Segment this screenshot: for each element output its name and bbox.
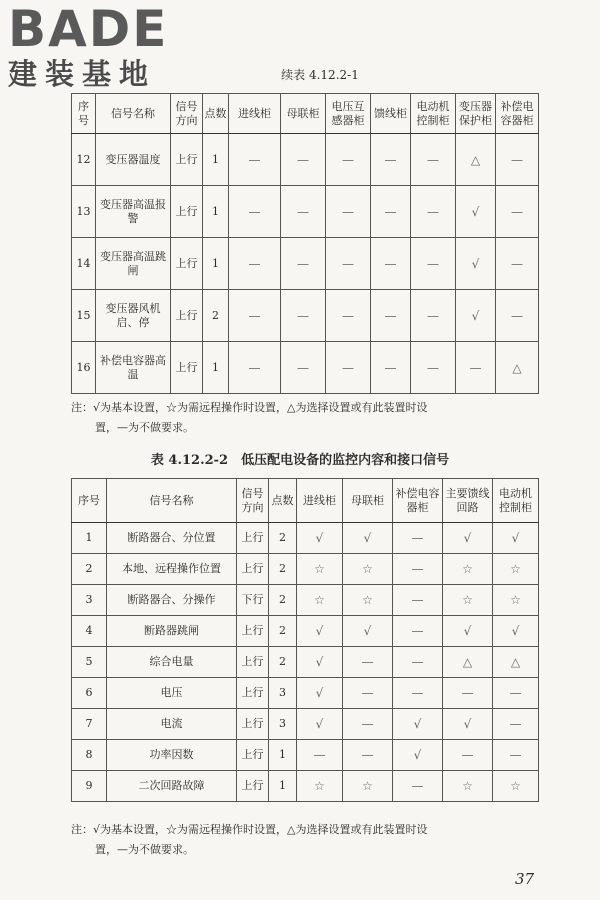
table-cell: — — [326, 186, 371, 238]
table-cell: ☆ — [493, 771, 539, 802]
column-header: 进线柜 — [229, 94, 281, 134]
table-cell: 上行 — [237, 616, 269, 647]
table-row — [72, 342, 539, 394]
table-cell: 断路器合、分操作 — [107, 585, 237, 616]
page-number: 37 — [515, 870, 535, 888]
table-cell: 电压 — [107, 678, 237, 709]
table-cell: 上行 — [237, 709, 269, 740]
table-cell: 上行 — [171, 134, 203, 186]
table2-header-row — [72, 479, 539, 523]
table-cell: 2 — [269, 616, 297, 647]
table-cell: 变压器风机启、停 — [96, 290, 171, 342]
table-cell: 9 — [72, 771, 107, 802]
table-cell: √ — [343, 616, 393, 647]
logo-wordmark: BADE — [8, 0, 169, 58]
column-header: 序号 — [72, 94, 96, 134]
table2-caption: 表 4.12.2-2 低压配电设备的监控内容和接口信号 — [150, 453, 450, 468]
table-cell: ☆ — [443, 554, 493, 585]
table-cell: — — [281, 186, 326, 238]
table-cell: √ — [493, 523, 539, 554]
table-cell: △ — [493, 647, 539, 678]
table-cell: 14 — [72, 238, 96, 290]
table-row — [72, 771, 539, 802]
column-header: 补偿电容器柜 — [496, 94, 539, 134]
table-cell: ☆ — [443, 771, 493, 802]
note-line: 置，—为不做要求。 — [95, 421, 194, 434]
table-cell: — — [343, 647, 393, 678]
table-cell: — — [393, 647, 443, 678]
table-cell: 上行 — [237, 740, 269, 771]
table-cell: — — [326, 238, 371, 290]
column-header: 电动机控制柜 — [493, 479, 539, 523]
table2-body — [72, 523, 539, 802]
table-cell: √ — [393, 709, 443, 740]
table-cell: 3 — [269, 678, 297, 709]
table-cell: 电流 — [107, 709, 237, 740]
table-cell: — — [496, 238, 539, 290]
table-cell: — — [281, 290, 326, 342]
table-cell: — — [281, 134, 326, 186]
column-header: 母联柜 — [281, 94, 326, 134]
table-cell: — — [493, 678, 539, 709]
table-row — [72, 709, 539, 740]
table-cell: ☆ — [297, 771, 343, 802]
table-cell: 二次回路故障 — [107, 771, 237, 802]
table-cell: △ — [443, 647, 493, 678]
logo-subtitle: 建装基地 — [8, 57, 157, 91]
table1-header-row — [72, 94, 539, 134]
table-row — [72, 554, 539, 585]
table-cell: 2 — [269, 585, 297, 616]
table-cell: 7 — [72, 709, 107, 740]
table-cell: 12 — [72, 134, 96, 186]
column-header: 主要馈线回路 — [443, 479, 493, 523]
table-cell: 上行 — [237, 523, 269, 554]
table-cell: 8 — [72, 740, 107, 771]
table-cell: ☆ — [343, 554, 393, 585]
table-cell: — — [411, 238, 456, 290]
column-header: 补偿电容器柜 — [393, 479, 443, 523]
table-cell: — — [371, 186, 411, 238]
table-row — [72, 740, 539, 771]
table-cell: 上行 — [237, 771, 269, 802]
table-cell: ☆ — [493, 554, 539, 585]
table-cell: 上行 — [171, 342, 203, 394]
table-cell: △ — [456, 134, 496, 186]
table-cell: — — [443, 678, 493, 709]
column-header: 信号方向 — [237, 479, 269, 523]
table1-body — [72, 134, 539, 394]
table-cell: 3 — [269, 709, 297, 740]
table-row — [72, 678, 539, 709]
table-cell: 1 — [203, 238, 229, 290]
table-cell: — — [343, 678, 393, 709]
table2 — [71, 478, 539, 802]
table-cell: — — [326, 290, 371, 342]
table-cell: — — [393, 678, 443, 709]
note-line: 注：√为基本设置，☆为需远程操作时设置，△为选择设置或有此装置时设 — [71, 823, 428, 836]
table-cell: — — [229, 342, 281, 394]
table-cell: √ — [343, 523, 393, 554]
table-cell: 15 — [72, 290, 96, 342]
table-cell: — — [371, 238, 411, 290]
table-cell: 1 — [269, 771, 297, 802]
table-row — [72, 134, 539, 186]
column-header: 进线柜 — [297, 479, 343, 523]
table-cell: — — [496, 134, 539, 186]
table-cell: ☆ — [343, 771, 393, 802]
table-row — [72, 523, 539, 554]
table-cell: 2 — [72, 554, 107, 585]
table1-caption: 续表 4.12.2-1 — [281, 68, 359, 82]
table-cell: — — [411, 290, 456, 342]
table-cell: — — [493, 740, 539, 771]
table-cell: — — [343, 709, 393, 740]
table-cell: — — [229, 186, 281, 238]
table-cell: — — [281, 342, 326, 394]
table-row — [72, 290, 539, 342]
table-cell: — — [371, 134, 411, 186]
table-cell: ☆ — [297, 585, 343, 616]
column-header: 馈线柜 — [371, 94, 411, 134]
table-cell: 13 — [72, 186, 96, 238]
table-cell: 1 — [203, 186, 229, 238]
table-cell: √ — [493, 616, 539, 647]
table-cell: 上行 — [237, 647, 269, 678]
column-header: 变压器保护柜 — [456, 94, 496, 134]
table-cell: 6 — [72, 678, 107, 709]
table-cell: √ — [297, 709, 343, 740]
table-cell: 4 — [72, 616, 107, 647]
table-cell: — — [343, 740, 393, 771]
column-header: 电动机控制柜 — [411, 94, 456, 134]
table-row — [72, 186, 539, 238]
table-cell: 5 — [72, 647, 107, 678]
table-cell: — — [297, 740, 343, 771]
table-cell: ☆ — [343, 585, 393, 616]
table-cell: 断路器合、分位置 — [107, 523, 237, 554]
table-cell: — — [411, 342, 456, 394]
column-header: 点数 — [203, 94, 229, 134]
table-cell: — — [393, 585, 443, 616]
table-cell: ☆ — [493, 585, 539, 616]
table-cell: √ — [456, 238, 496, 290]
table-cell: — — [496, 186, 539, 238]
table-cell: √ — [443, 523, 493, 554]
table-cell: — — [229, 238, 281, 290]
table-cell: 1 — [269, 740, 297, 771]
table-row — [72, 647, 539, 678]
table-cell: 变压器高温报警 — [96, 186, 171, 238]
table-cell: — — [393, 616, 443, 647]
column-header: 序号 — [72, 479, 107, 523]
table-cell: 变压器高温跳闸 — [96, 238, 171, 290]
table-row — [72, 616, 539, 647]
table-cell: △ — [496, 342, 539, 394]
table-cell: √ — [443, 709, 493, 740]
table-cell: 补偿电容器高温 — [96, 342, 171, 394]
table-cell: — — [281, 238, 326, 290]
table-cell: — — [496, 290, 539, 342]
table-cell: 3 — [72, 585, 107, 616]
table-cell: — — [393, 554, 443, 585]
table-cell: — — [443, 740, 493, 771]
table-cell: — — [326, 134, 371, 186]
table-cell: ☆ — [297, 554, 343, 585]
table1-note — [71, 398, 551, 438]
table1 — [71, 93, 539, 394]
table-cell: 2 — [269, 523, 297, 554]
column-header: 信号方向 — [171, 94, 203, 134]
table-cell: 2 — [203, 290, 229, 342]
table-cell: 1 — [203, 134, 229, 186]
table-cell: 本地、远程操作位置 — [107, 554, 237, 585]
table-cell: — — [229, 290, 281, 342]
table-cell: — — [229, 134, 281, 186]
table-row — [72, 585, 539, 616]
column-header: 电压互感器柜 — [326, 94, 371, 134]
table-cell: ☆ — [443, 585, 493, 616]
column-header: 点数 — [269, 479, 297, 523]
table-cell: √ — [297, 616, 343, 647]
table-cell: √ — [393, 740, 443, 771]
table-cell: — — [493, 709, 539, 740]
note-line: 置，—为不做要求。 — [95, 843, 194, 856]
table2-note — [71, 820, 551, 860]
table-cell: 功率因数 — [107, 740, 237, 771]
table-cell: √ — [297, 678, 343, 709]
table-cell: — — [393, 523, 443, 554]
table-cell: 变压器温度 — [96, 134, 171, 186]
table-cell: 断路器跳闸 — [107, 616, 237, 647]
table-cell: √ — [297, 523, 343, 554]
table-cell: 上行 — [171, 290, 203, 342]
column-header: 信号名称 — [96, 94, 171, 134]
table-cell: 上行 — [171, 186, 203, 238]
table-cell: — — [411, 186, 456, 238]
column-header: 信号名称 — [107, 479, 237, 523]
table-cell: √ — [297, 647, 343, 678]
table-cell: 2 — [269, 647, 297, 678]
table-cell: — — [411, 134, 456, 186]
table-cell: √ — [456, 290, 496, 342]
table-cell: 1 — [72, 523, 107, 554]
table-cell: √ — [443, 616, 493, 647]
table-cell: 上行 — [237, 554, 269, 585]
table-cell: — — [326, 342, 371, 394]
table-cell: 上行 — [171, 238, 203, 290]
table-cell: 综合电量 — [107, 647, 237, 678]
table-cell: — — [456, 342, 496, 394]
table-cell: 下行 — [237, 585, 269, 616]
table-row — [72, 238, 539, 290]
note-line: 注：√为基本设置，☆为需远程操作时设置，△为选择设置或有此装置时设 — [71, 401, 428, 414]
table-cell: 16 — [72, 342, 96, 394]
table-cell: 2 — [269, 554, 297, 585]
table-cell: — — [371, 290, 411, 342]
table-cell: — — [393, 771, 443, 802]
table-cell: 1 — [203, 342, 229, 394]
column-header: 母联柜 — [343, 479, 393, 523]
table-cell: √ — [456, 186, 496, 238]
table-cell: 上行 — [237, 678, 269, 709]
table-cell: — — [371, 342, 411, 394]
